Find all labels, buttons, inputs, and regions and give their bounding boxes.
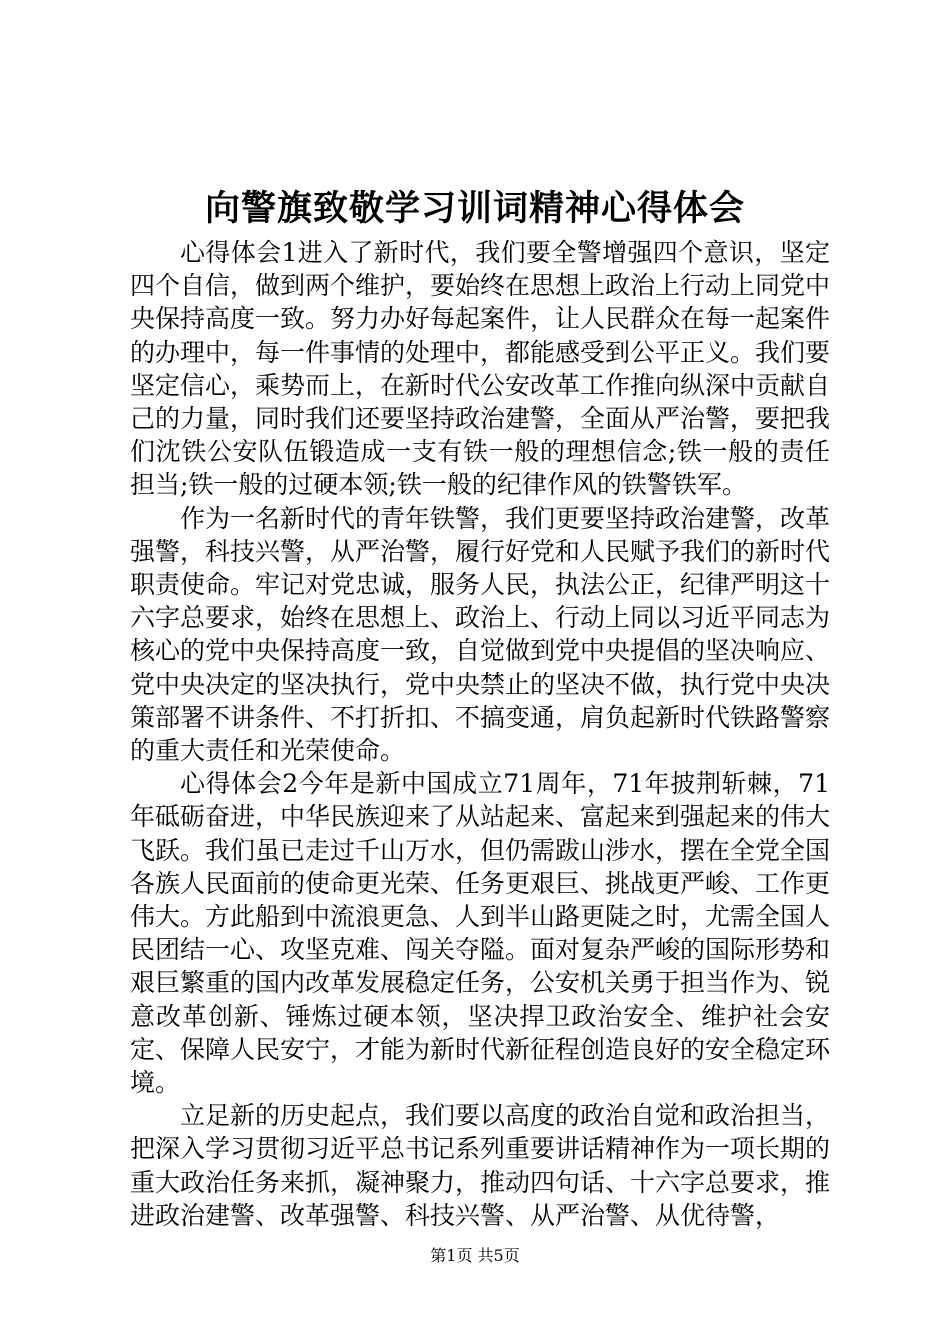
paragraph-1: 心得体会1进入了新时代，我们要全警增强四个意识，坚定四个自信，做到两个维护，要始终在思想上政治上行动上同党中央保持高度一致。努力办好每起案件，让人民群众在每一起案件的办理中，每一件事情的处理中，都能感受到公平正义。我们要坚定信心，乘势而上，在新时代公安改革工作推向纵深中贡献自己的力量，同时我们还要坚持政治建警，全面从严治警，要把我们沈铁公安队伍锻造成一支有铁一般的理想信念;铁一般的责任担当;铁一般的过硬本领;铁一般的纪律作风的铁警铁军。 (130, 238, 831, 500)
paragraph-3: 心得体会2今年是新中国成立71周年，71年披荆斩棘，71年砥砺奋进，中华民族迎来了从站起来、富起来到强起来的伟大飞跃。我们虽已走过千山万水，但仍需跋山涉水，摆在全党全国各族人民面前的使命更光荣、任务更艰巨、挑战更严峻、工作更伟大。方此船到中流浪更急、人到半山路更陡之时，尤需全国人民团结一心、攻坚克难、闯关夺隘。面对复杂严峻的国际形势和艰巨繁重的国内改革发展稳定任务，公安机关勇于担当作为、锐意改革创新、锤炼过硬本领，坚决捍卫政治安全、维护社会安定、保障人民安宁，才能为新时代新征程创造良好的安全稳定环境。 (130, 769, 831, 1098)
document-title: 向警旗致敬学习训词精神心得体会 (204, 188, 745, 229)
paragraph-2: 作为一名新时代的青年铁警，我们更要坚持政治建警，改革强警，科技兴警，从严治警，履行好党和人民赋予我们的新时代职责使命。牢记对党忠诚，服务人民，执法公正，纪律严明这十六字总要求，始终在思想上、政治上、行动上同以习近平同志为核心的党中央保持高度一致，自觉做到党中央提倡的坚决响应、党中央决定的坚决执行，党中央禁止的坚决不做，执行党中央决策部署不讲条件、不打折扣、不搞变通，肩负起新时代铁路警察的重大责任和光荣使命。 (130, 503, 831, 766)
paragraph-4: 立足新的历史起点，我们要以高度的政治自觉和政治担当，把深入学习贯彻习近平总书记系列重要讲话精神作为一项长期的重大政治任务来抓，凝神聚力，推动四句话、十六字总要求，推进政治建警、改革强警、科技兴警、从严治警、从优待警， (130, 1101, 831, 1230)
document-body (130, 236, 830, 1232)
page-footer: 第1页 共5页 (430, 1246, 520, 1265)
